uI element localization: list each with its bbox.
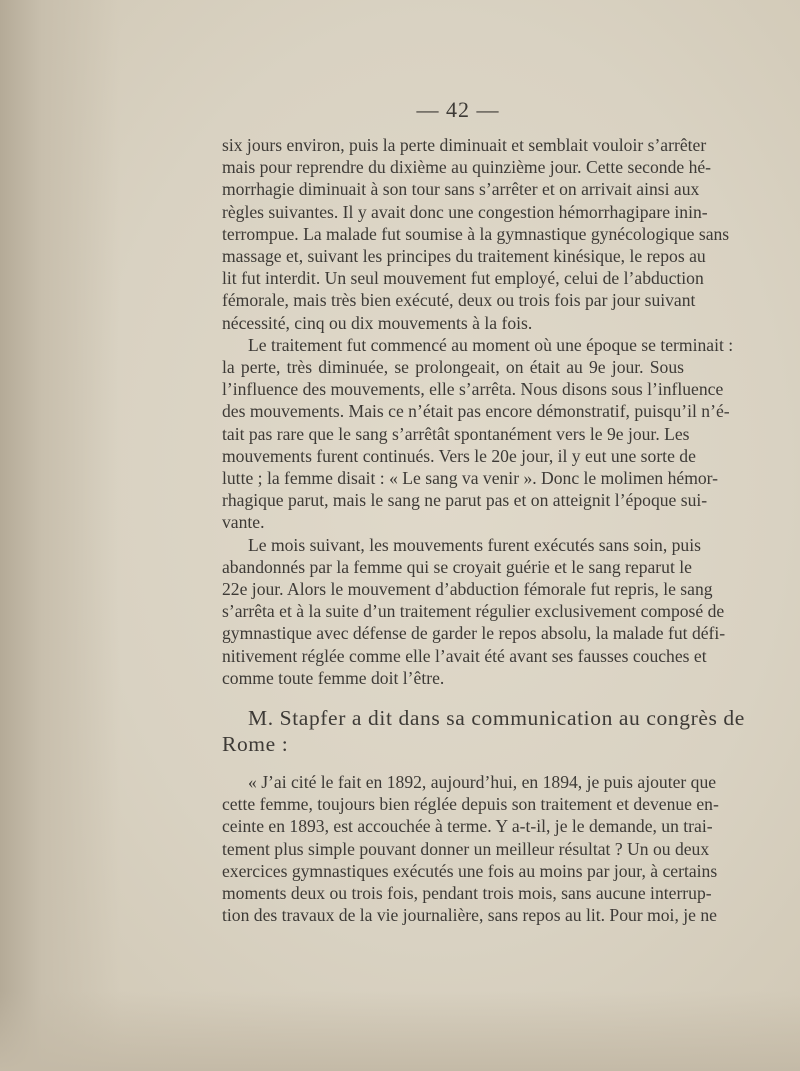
- text-line: mais pour reprendre du dixième au quinzième jour. Cette seconde hé-: [222, 157, 712, 178]
- text-line: fémorale, mais très bien exécuté, deux ou trois fois par jour suivant: [222, 290, 696, 311]
- text-line: gymnastique avec défense de garder le repos absolu, la malade fut défi-: [222, 623, 726, 644]
- paragraph-1: [222, 134, 730, 334]
- text-line: 22e jour. Alors le mouvement d’abduction fémorale fut repris, le sang: [222, 579, 713, 600]
- text-line: M. Stapfer a dit dans sa communication au congrès de: [248, 706, 745, 731]
- text-line: des mouvements. Mais ce n’était pas encore démonstratif, puisqu’il n’é-: [222, 401, 730, 422]
- stapfer-heading: [222, 705, 745, 757]
- text-line: Le mois suivant, les mouvements furent exécutés sans soin, puis: [248, 534, 701, 555]
- text-line: Le traitement fut commencé au moment où une époque se terminait :: [248, 334, 734, 355]
- page-text-block: [222, 96, 745, 927]
- text-line: nitivement réglée comme elle l’avait été avant ses fausses couches et: [222, 645, 707, 666]
- text-line: exercices gymnastiques exécutés une fois au moins par jour, à certains: [222, 860, 718, 881]
- text-line: la perte, très diminuée, se prolongeait, on était au 9e jour. Sous: [222, 357, 684, 378]
- page-number: — 42 —: [416, 97, 500, 122]
- text-line: morrhagie diminuait à son tour sans s’arrêter et on arrivait ainsi aux: [222, 179, 700, 200]
- page-left-edge-shadow: [0, 0, 120, 1071]
- text-line: moments deux ou trois fois, pendant trois mois, sans aucune interrup-: [222, 883, 712, 904]
- text-line: lutte ; la femme disait : « Le sang va venir ». Donc le molimen hémor-: [222, 468, 719, 489]
- text-line: comme toute femme doit l’être.: [222, 667, 445, 688]
- text-line: Rome :: [222, 732, 289, 757]
- text-line: nécessité, cinq ou dix mouvements à la fois.: [222, 312, 533, 333]
- quote-paragraph: [222, 771, 719, 926]
- page-bottom-edge-shadow: [0, 991, 800, 1071]
- text-line: s’arrêta et à la suite d’un traitement régulier exclusivement composé de: [222, 601, 725, 622]
- text-line: mouvements furent continués. Vers le 20e jour, il y eut une sorte de: [222, 445, 696, 466]
- text-line: cette femme, toujours bien réglée depuis son traitement et devenue en-: [222, 794, 719, 815]
- text-line: règles suivantes. Il y avait donc une congestion hémorrhagipare inin-: [222, 201, 708, 222]
- text-line: tait pas rare que le sang s’arrêtât spontanément vers le 9e jour. Les: [222, 423, 690, 444]
- text-line: tion des travaux de la vie journalière, sans repos au lit. Pour moi, je ne: [222, 905, 717, 926]
- text-line: vante.: [222, 512, 265, 533]
- text-line: terrompue. La malade fut soumise à la gymnastique gynécologique sans: [222, 223, 730, 244]
- text-line: abandonnés par la femme qui se croyait guérie et le sang reparut le: [222, 556, 692, 577]
- text-line: six jours environ, puis la perte diminuait et semblait vouloir s’arrêter: [222, 135, 707, 155]
- text-line: l’influence des mouvements, elle s’arrêta. Nous disons sous l’influence: [222, 379, 724, 400]
- text-line: rhagique parut, mais le sang ne parut pas et on atteignit l’époque sui-: [222, 490, 708, 511]
- text-line: tement plus simple pouvant donner un meilleur résultat ? Un ou deux: [222, 838, 710, 859]
- text-line: lit fut interdit. Un seul mouvement fut employé, celui de l’abduction: [222, 268, 704, 289]
- paragraph-2: [222, 334, 734, 534]
- text-line: ceinte en 1893, est accouchée à terme. Y a-t-il, je le demande, un trai-: [222, 816, 713, 837]
- text-line: massage et, suivant les principes du traitement kinésique, le repos au: [222, 246, 706, 267]
- text-line: « J’ai cité le fait en 1892, aujourd’hui, en 1894, je puis ajouter que: [248, 772, 717, 793]
- paragraph-3: [222, 534, 726, 689]
